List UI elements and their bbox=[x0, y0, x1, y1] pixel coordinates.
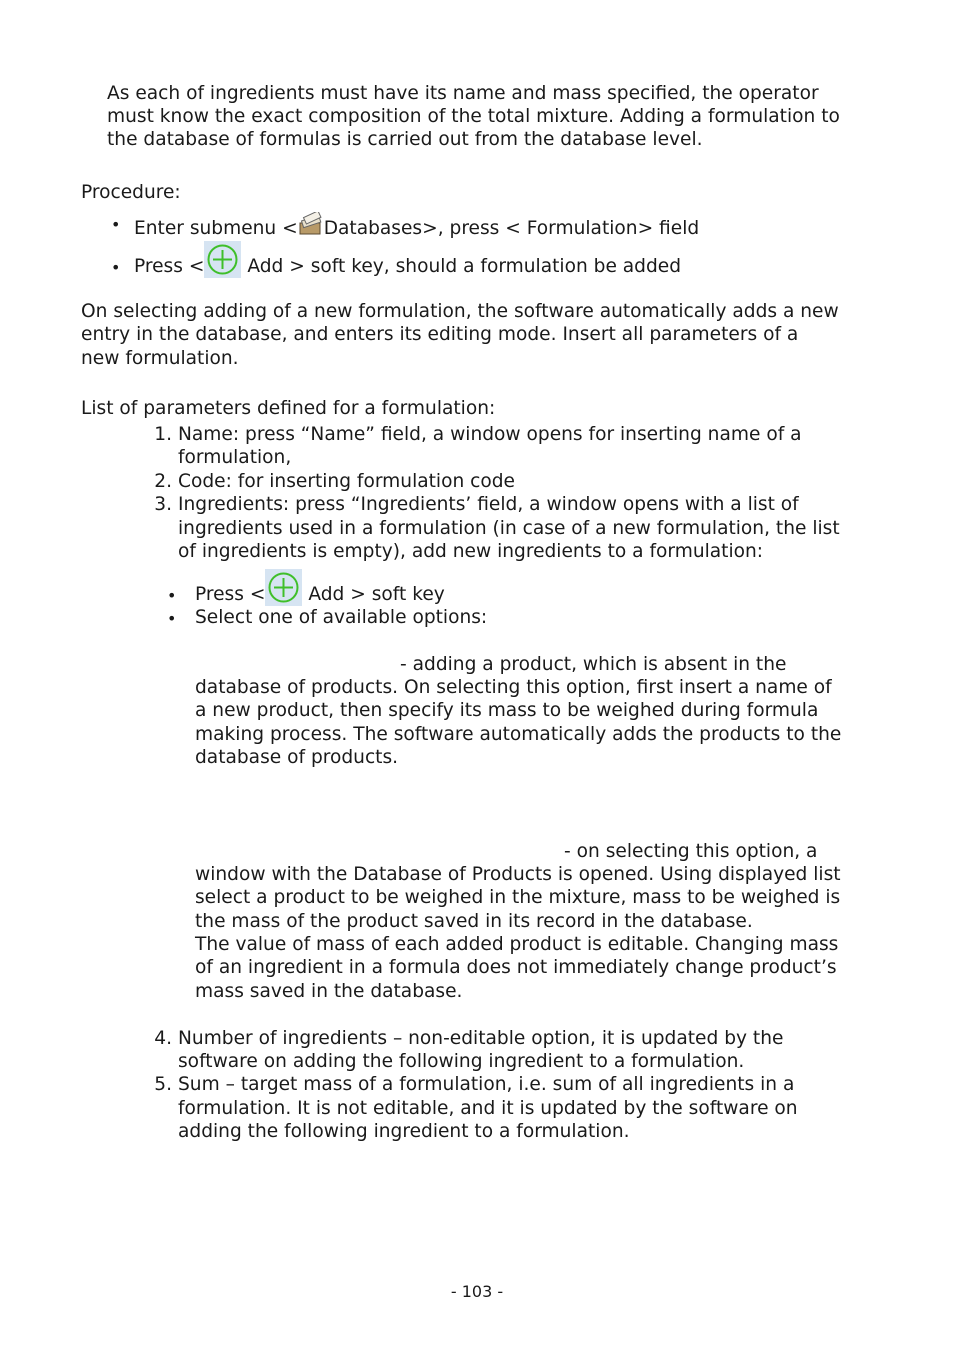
list-number: 1. bbox=[154, 424, 172, 445]
procedure-step-2 bbox=[134, 241, 681, 290]
database-icon bbox=[298, 212, 324, 238]
bullet: • bbox=[167, 586, 177, 605]
paragraph-line: of an ingredient in a formula does not immediately change product’s bbox=[195, 957, 837, 978]
step-text: Databases>, press < Formulation> field bbox=[323, 218, 700, 239]
paragraph-line: select a product to be weighed in the mixture, mass to be weighed is bbox=[195, 887, 841, 908]
list-item-line: formulation, bbox=[178, 447, 292, 468]
intro-line: must know the exact composition of the total mixture. Adding a formulation to bbox=[107, 106, 840, 127]
paragraph-line: - adding a product, which is absent in the bbox=[400, 654, 787, 675]
add-icon bbox=[204, 241, 241, 278]
list-number: 4. bbox=[154, 1028, 172, 1049]
page-number: - 103 - bbox=[450, 1282, 504, 1301]
paragraph-line: entry in the database, and enters its editing mode. Insert all parameters of a bbox=[81, 324, 799, 345]
bullet: • bbox=[111, 258, 121, 277]
paragraph-line: mass saved in the database. bbox=[195, 981, 463, 1002]
step-text: Add > soft key bbox=[302, 584, 445, 605]
intro-line: As each of ingredients must have its name and mass specified, the operator bbox=[107, 83, 819, 104]
list-item-line: formulation. It is not editable, and it is updated by the software on bbox=[178, 1098, 798, 1119]
intro-line: the database of formulas is carried out from the database level. bbox=[107, 129, 703, 150]
paragraph-line: the mass of the product saved in its record in the database. bbox=[195, 911, 753, 932]
list-item-line: Code: for inserting formulation code bbox=[178, 471, 515, 492]
bullet: • bbox=[111, 215, 121, 234]
list-item-line: ingredients used in a formulation (in case of a new formulation, the list bbox=[178, 518, 840, 539]
sub-select-option: Select one of available options: bbox=[195, 607, 488, 628]
paragraph-line: new formulation. bbox=[81, 348, 239, 369]
step-text: Add > soft key, should a formulation be added bbox=[241, 256, 682, 277]
list-item-line: software on adding the following ingredient to a formulation. bbox=[178, 1051, 745, 1072]
paragraph-line: making process. The software automatically adds the products to the bbox=[195, 724, 842, 745]
procedure-step-1 bbox=[134, 212, 699, 240]
step-text: Enter submenu < bbox=[134, 218, 298, 239]
list-item-line: of ingredients is empty), add new ingredients to a formulation: bbox=[178, 541, 764, 562]
procedure-heading: Procedure: bbox=[81, 182, 181, 203]
params-heading: List of parameters defined for a formulation: bbox=[81, 398, 496, 419]
list-item-line: adding the following ingredient to a formulation. bbox=[178, 1121, 630, 1142]
paragraph-line: database of products. On selecting this option, first insert a name of bbox=[195, 677, 832, 698]
add-icon bbox=[265, 569, 302, 606]
paragraph-line: window with the Database of Products is opened. Using displayed list bbox=[195, 864, 841, 885]
paragraph-line: - on selecting this option, a bbox=[564, 841, 818, 862]
list-item-line: Sum – target mass of a formulation, i.e. sum of all ingredients in a bbox=[178, 1074, 795, 1095]
list-number: 5. bbox=[154, 1074, 172, 1095]
step-text: Press < bbox=[134, 256, 205, 277]
paragraph-line: On selecting adding of a new formulation, the software automatically adds a new bbox=[81, 301, 839, 322]
paragraph-line: a new product, then specify its mass to be weighed during formula bbox=[195, 700, 819, 721]
bullet: • bbox=[167, 609, 177, 628]
list-number: 3. bbox=[154, 494, 172, 515]
step-text: Press < bbox=[195, 584, 266, 605]
paragraph-line: database of products. bbox=[195, 747, 399, 768]
list-item-line: Number of ingredients – non-editable option, it is updated by the bbox=[178, 1028, 784, 1049]
list-number: 2. bbox=[154, 471, 172, 492]
list-item-line: Ingredients: press “Ingredients’ field, a window opens with a list of bbox=[178, 494, 799, 515]
list-item-line: Name: press “Name” field, a window opens for inserting name of a bbox=[178, 424, 802, 445]
paragraph-line: The value of mass of each added product is editable. Changing mass bbox=[195, 934, 839, 955]
